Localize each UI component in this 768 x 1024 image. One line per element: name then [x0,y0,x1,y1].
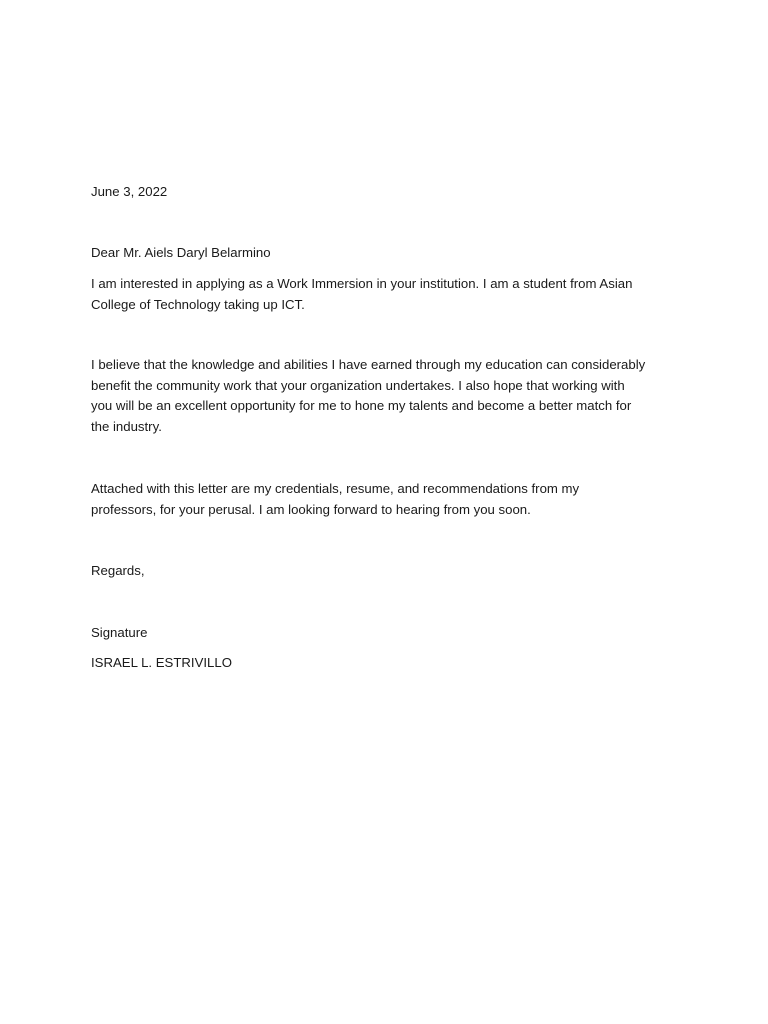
letter-salutation: Dear Mr. Aiels Daryl Belarmino [91,245,271,260]
sender-name: ISRAEL L. ESTRIVILLO [91,655,232,670]
letter-paragraph-1: I am interested in applying as a Work Immersion in your institution. I am a student from Asian College of Technology taking up ICT. [91,276,633,312]
letter-date: June 3, 2022 [91,184,168,199]
signature-label: Signature [91,625,148,640]
letter-paragraph-3: Attached with this letter are my credentials, resume, and recommendations from my professors, for your perusal. I am looking forward to hearing from you soon. [91,481,580,517]
letter-paragraph-2: I believe that the knowledge and abilities I have earned through my education can considerably benefit the community work that your organization undertakes. I also hope that working with you will be an excellent opportunity for me to hone my talents and become a better match for the industry. [91,357,646,434]
letter-closing: Regards, [91,563,145,578]
